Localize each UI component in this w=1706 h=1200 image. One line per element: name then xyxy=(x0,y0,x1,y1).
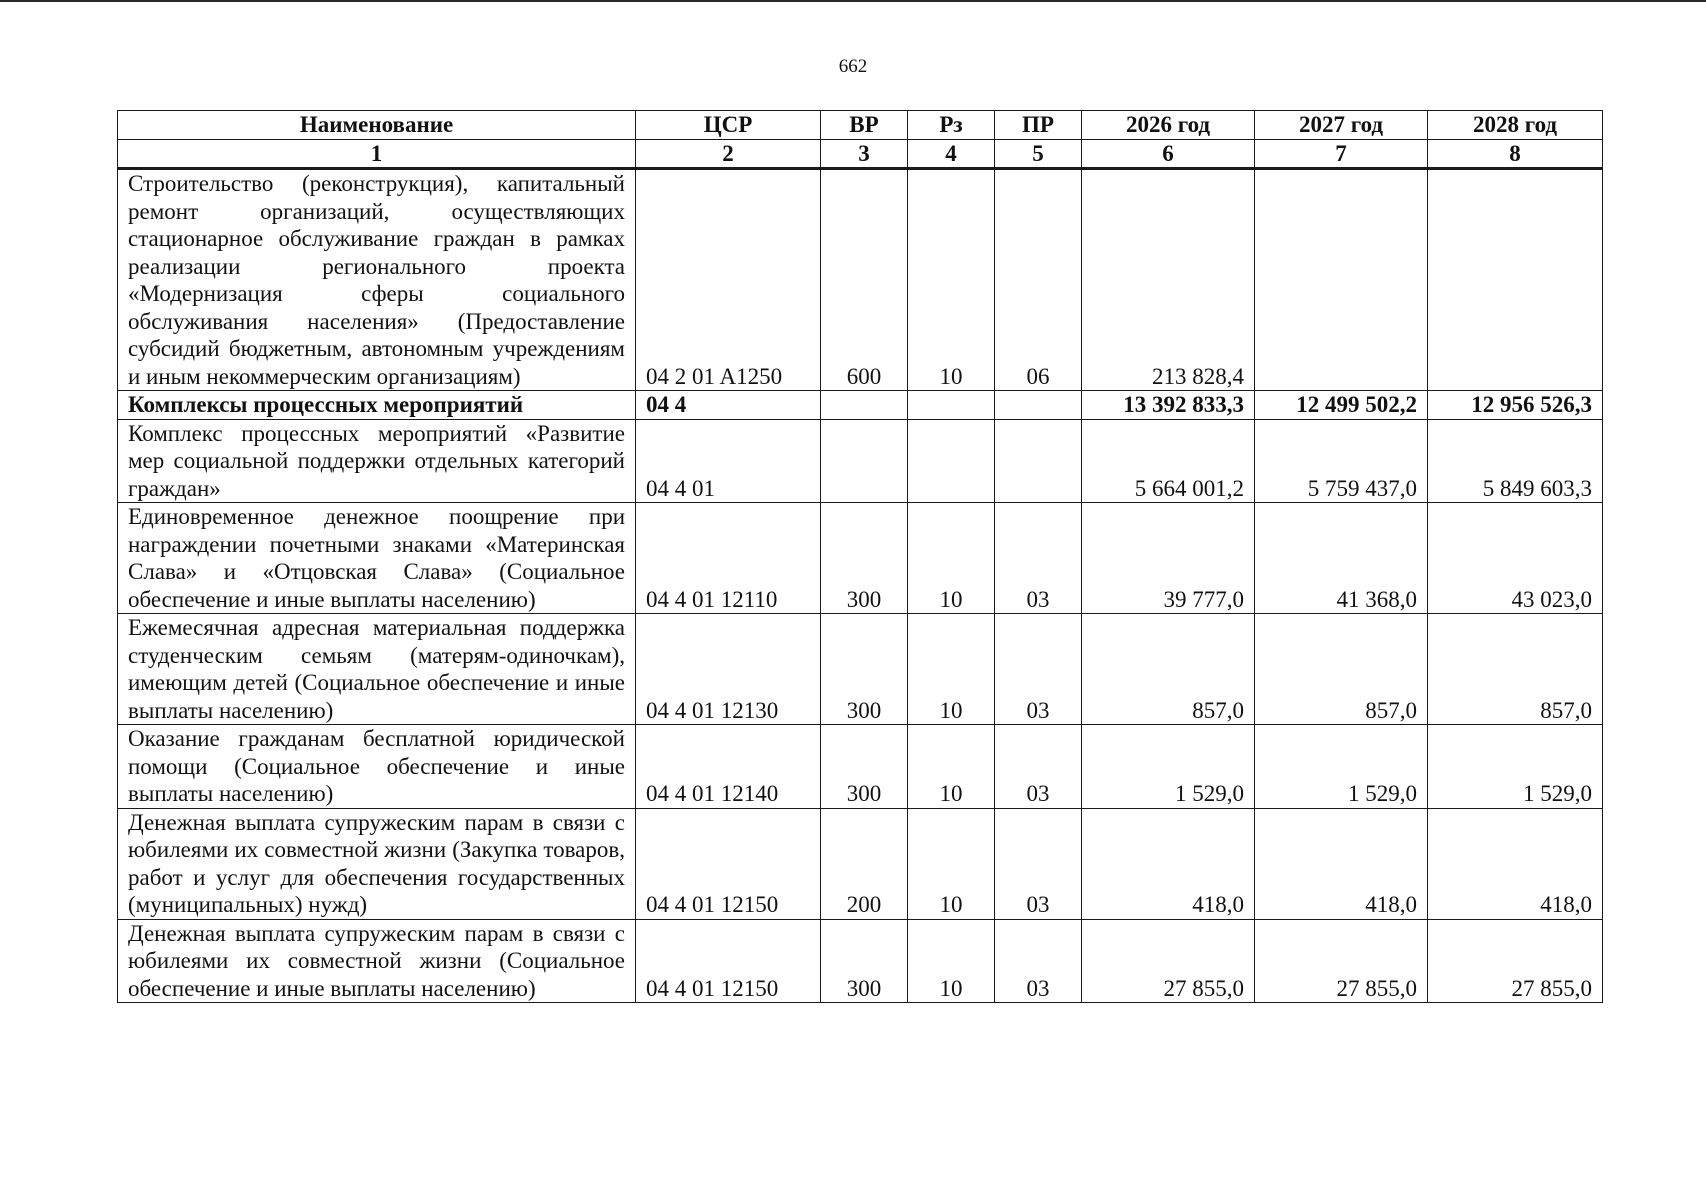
row-2026: 27 855,0 xyxy=(1082,919,1255,1003)
row-csr: 04 4 01 12150 xyxy=(636,808,821,919)
row-pr: 03 xyxy=(995,919,1082,1003)
page-number: 662 xyxy=(838,56,868,77)
row-2027: 41 368,0 xyxy=(1255,503,1428,614)
row-pr: 06 xyxy=(995,169,1082,391)
row-2028: 418,0 xyxy=(1428,808,1603,919)
row-2028 xyxy=(1428,169,1603,391)
row-pr: 03 xyxy=(995,725,1082,809)
row-name: Строительство (реконструкция), капитальный ремонт организаций, осуществляющих стационарное обслуживание граждан в рамках реализации регионального проекта «Модернизация сферы социального обслуживания населения» (Предоставление субсидий бюджетным, автономным учреждениям и иным некоммерческим организациям) xyxy=(118,169,636,391)
row-pr xyxy=(995,419,1082,503)
scan-edge-line xyxy=(0,0,1706,2)
row-name: Единовременное денежное поощрение при награждении почетными знаками «Материнская Слава» и «Отцовская Слава» (Социальное обеспечение и иные выплаты населению) xyxy=(118,503,636,614)
row-vr: 600 xyxy=(821,169,908,391)
row-rz: 10 xyxy=(908,503,995,614)
row-vr: 300 xyxy=(821,614,908,725)
row-2026: 5 664 001,2 xyxy=(1082,419,1255,503)
row-csr: 04 4 01 12130 xyxy=(636,614,821,725)
table-row xyxy=(118,503,1603,614)
header-2028: 2028 год xyxy=(1428,111,1603,140)
row-rz: 10 xyxy=(908,808,995,919)
header-name: Наименование xyxy=(118,111,636,140)
row-2026: 857,0 xyxy=(1082,614,1255,725)
row-2027: 27 855,0 xyxy=(1255,919,1428,1003)
column-number: 5 xyxy=(995,139,1082,169)
row-csr: 04 2 01 A1250 xyxy=(636,169,821,391)
column-number: 6 xyxy=(1082,139,1255,169)
table-row xyxy=(118,725,1603,809)
row-2026: 213 828,4 xyxy=(1082,169,1255,391)
row-rz: 10 xyxy=(908,725,995,809)
row-2027: 12 499 502,2 xyxy=(1255,391,1428,420)
table-row xyxy=(118,169,1603,391)
row-vr: 200 xyxy=(821,808,908,919)
table-row-section xyxy=(118,391,1603,420)
row-rz xyxy=(908,419,995,503)
row-name: Оказание гражданам бесплатной юридической помощи (Социальное обеспечение и иные выплаты населению) xyxy=(118,725,636,809)
row-csr: 04 4 01 12150 xyxy=(636,919,821,1003)
row-2027: 418,0 xyxy=(1255,808,1428,919)
row-vr: 300 xyxy=(821,725,908,809)
row-name: Денежная выплата супружеским парам в связи с юбилеями их совместной жизни (Социальное обеспечение и иные выплаты населению) xyxy=(118,919,636,1003)
row-vr: 300 xyxy=(821,919,908,1003)
header-rz: Рз xyxy=(908,111,995,140)
row-rz xyxy=(908,391,995,420)
column-number: 2 xyxy=(636,139,821,169)
row-pr: 03 xyxy=(995,808,1082,919)
budget-table xyxy=(117,110,1603,1003)
row-vr: 300 xyxy=(821,503,908,614)
header-csr: ЦСР xyxy=(636,111,821,140)
column-number: 7 xyxy=(1255,139,1428,169)
row-name: Ежемесячная адресная материальная поддержка студенческим семьям (матерям-одиночкам), имеющим детей (Социальное обеспечение и иные выплаты населению) xyxy=(118,614,636,725)
row-csr: 04 4 01 12140 xyxy=(636,725,821,809)
row-csr: 04 4 01 12110 xyxy=(636,503,821,614)
row-csr: 04 4 01 xyxy=(636,419,821,503)
row-2026: 1 529,0 xyxy=(1082,725,1255,809)
row-2026: 13 392 833,3 xyxy=(1082,391,1255,420)
row-2027: 5 759 437,0 xyxy=(1255,419,1428,503)
column-number: 1 xyxy=(118,139,636,169)
row-name: Комплекс процессных мероприятий «Развитие мер социальной поддержки отдельных категорий граждан» xyxy=(118,419,636,503)
column-number: 8 xyxy=(1428,139,1603,169)
header-vr: ВР xyxy=(821,111,908,140)
row-2026: 39 777,0 xyxy=(1082,503,1255,614)
row-pr: 03 xyxy=(995,503,1082,614)
header-row xyxy=(118,111,1603,140)
table-row xyxy=(118,808,1603,919)
row-vr xyxy=(821,419,908,503)
column-number: 3 xyxy=(821,139,908,169)
column-number: 4 xyxy=(908,139,995,169)
row-rz: 10 xyxy=(908,614,995,725)
row-2026: 418,0 xyxy=(1082,808,1255,919)
table-row xyxy=(118,919,1603,1003)
header-pr: ПР xyxy=(995,111,1082,140)
row-2028: 12 956 526,3 xyxy=(1428,391,1603,420)
row-2028: 1 529,0 xyxy=(1428,725,1603,809)
table-row xyxy=(118,614,1603,725)
row-pr: 03 xyxy=(995,614,1082,725)
row-rz: 10 xyxy=(908,169,995,391)
row-2027: 857,0 xyxy=(1255,614,1428,725)
header-2026: 2026 год xyxy=(1082,111,1255,140)
row-2028: 5 849 603,3 xyxy=(1428,419,1603,503)
header-2027: 2027 год xyxy=(1255,111,1428,140)
row-2027: 1 529,0 xyxy=(1255,725,1428,809)
row-vr xyxy=(821,391,908,420)
row-2028: 27 855,0 xyxy=(1428,919,1603,1003)
row-csr: 04 4 xyxy=(636,391,821,420)
row-name: Денежная выплата супружеским парам в связи с юбилеями их совместной жизни (Закупка товаров, работ и услуг для обеспечения государственных (муниципальных) нужд) xyxy=(118,808,636,919)
row-2028: 43 023,0 xyxy=(1428,503,1603,614)
row-2028: 857,0 xyxy=(1428,614,1603,725)
column-number-row xyxy=(118,139,1603,169)
row-2027 xyxy=(1255,169,1428,391)
row-rz: 10 xyxy=(908,919,995,1003)
table-row xyxy=(118,419,1603,503)
row-name: Комплексы процессных мероприятий xyxy=(118,391,636,420)
row-pr xyxy=(995,391,1082,420)
